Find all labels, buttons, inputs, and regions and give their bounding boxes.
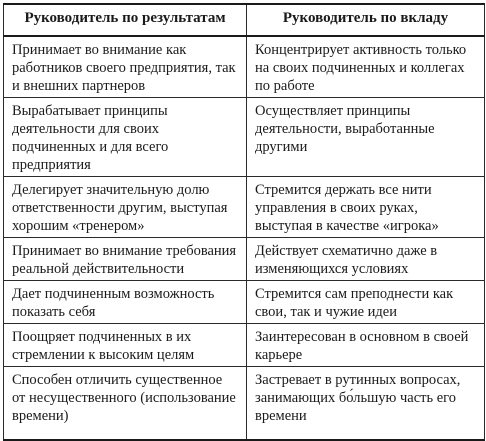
header-row: [4, 4, 485, 36]
table-row: [4, 238, 485, 281]
header-results-manager: Руководитель по результатам: [4, 4, 247, 36]
cell-contribution: Действует схематично даже в изменяющихся условиях: [247, 238, 485, 281]
cell-results: Способен отличить существенное от несущественного (использование времени): [4, 367, 247, 441]
cell-contribution: Стремится держать все нити управления в своих руках, выступая в качестве «игрока»: [247, 177, 485, 238]
cell-contribution: Концентрирует активность только на своих подчиненных и коллегах по работе: [247, 36, 485, 98]
header-contribution-manager: Руководитель по вкладу: [247, 4, 485, 36]
table-row: [4, 36, 485, 98]
comparison-table: [3, 3, 485, 441]
cell-results: Дает подчиненным возможность показать себя: [4, 281, 247, 324]
cell-results: Делегирует значительную долю ответственности другим, выступая хорошим «тренером»: [4, 177, 247, 238]
table-row: [4, 281, 485, 324]
cell-results: Принимает во внимание требования реальной действительности: [4, 238, 247, 281]
table-row: [4, 367, 485, 441]
table-row: [4, 98, 485, 177]
cell-contribution: Заинтересован в основном в своей карьере: [247, 324, 485, 367]
cell-results: Поощряет подчиненных в их стремлении к высоким целям: [4, 324, 247, 367]
cell-contribution: Осуществляет принципы деятельности, выработанные другими: [247, 98, 485, 177]
cell-contribution: Стремится сам преподнести как свои, так и чужие идеи: [247, 281, 485, 324]
table-row: [4, 177, 485, 238]
cell-contribution: Застревает в рутинных вопросах, занимающих бо́льшую часть его времени: [247, 367, 485, 441]
cell-results: Принимает во внимание как работников своего предприятия, так и внешних партнеров: [4, 36, 247, 98]
table-row: [4, 324, 485, 367]
cell-results: Вырабатывает принципы деятельности для своих подчиненных и для всего предприятия: [4, 98, 247, 177]
